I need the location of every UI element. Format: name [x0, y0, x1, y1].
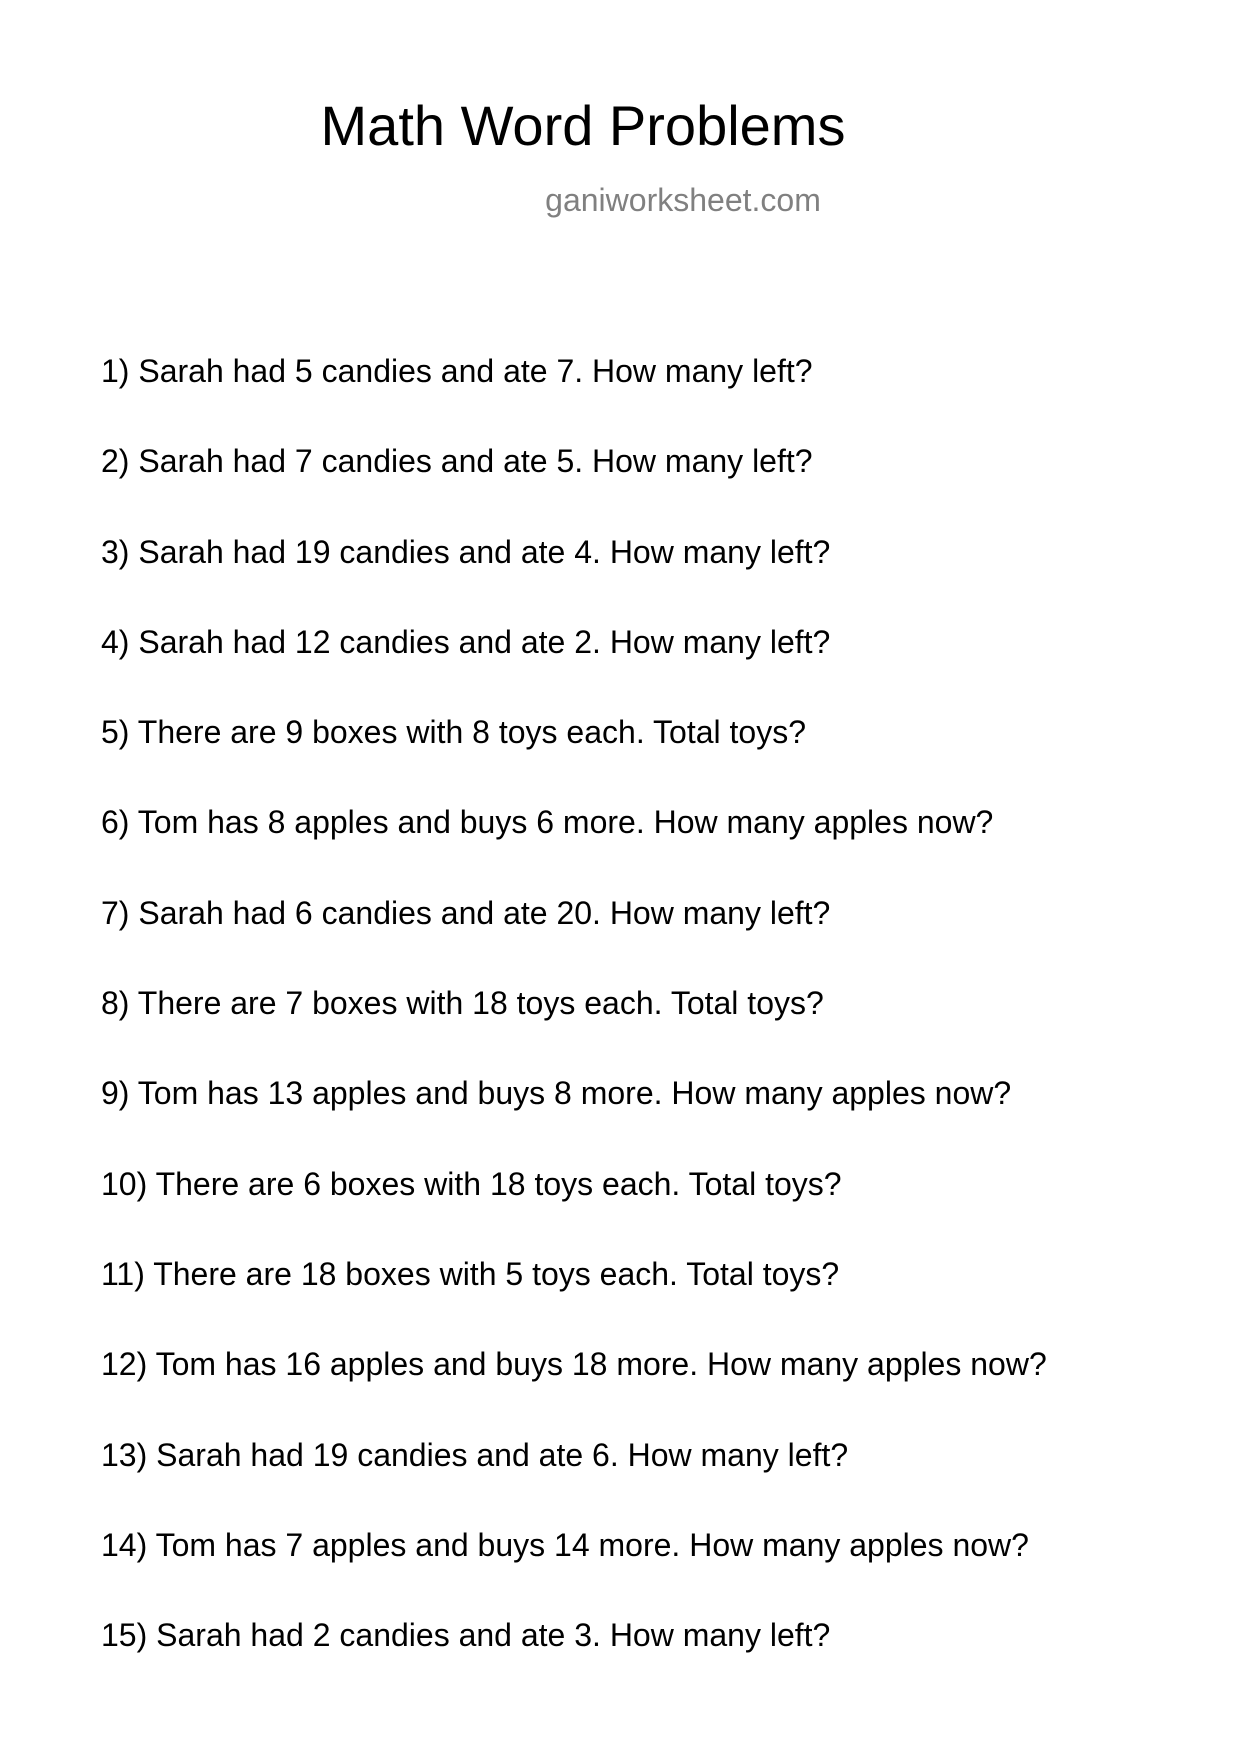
- problem-item: 6) Tom has 8 apples and buys 6 more. How many apples now?: [101, 804, 994, 841]
- problem-item: 14) Tom has 7 apples and buys 14 more. How many apples now?: [101, 1526, 1029, 1563]
- problem-item: 2) Sarah had 7 candies and ate 5. How many left?: [101, 443, 813, 480]
- problem-item: 12) Tom has 16 apples and buys 18 more. How many apples now?: [101, 1346, 1047, 1383]
- problem-item: 7) Sarah had 6 candies and ate 20. How many left?: [101, 894, 831, 931]
- problem-item: 4) Sarah had 12 candies and ate 2. How many left?: [101, 623, 831, 660]
- problem-list: [101, 347, 1047, 1701]
- problem-item: 11) There are 18 boxes with 5 toys each. Total toys?: [101, 1255, 840, 1292]
- worksheet-title: Math Word Problems: [320, 94, 846, 157]
- problem-item: 8) There are 7 boxes with 18 toys each. Total toys?: [101, 985, 824, 1022]
- problem-item: 10) There are 6 boxes with 18 toys each. Total toys?: [101, 1165, 842, 1202]
- problem-item: 1) Sarah had 5 candies and ate 7. How many left?: [101, 353, 813, 389]
- problem-item: 13) Sarah had 19 candies and ate 6. How many left?: [101, 1436, 849, 1473]
- problem-item: 5) There are 9 boxes with 8 toys each. Total toys?: [101, 714, 806, 751]
- problem-item: 15) Sarah had 2 candies and ate 3. How many left?: [101, 1617, 831, 1654]
- problem-item: 9) Tom has 13 apples and buys 8 more. How many apples now?: [101, 1075, 1012, 1112]
- problem-item: 3) Sarah had 19 candies and ate 4. How many left?: [101, 533, 831, 570]
- source-website: ganiworksheet.com: [545, 182, 821, 218]
